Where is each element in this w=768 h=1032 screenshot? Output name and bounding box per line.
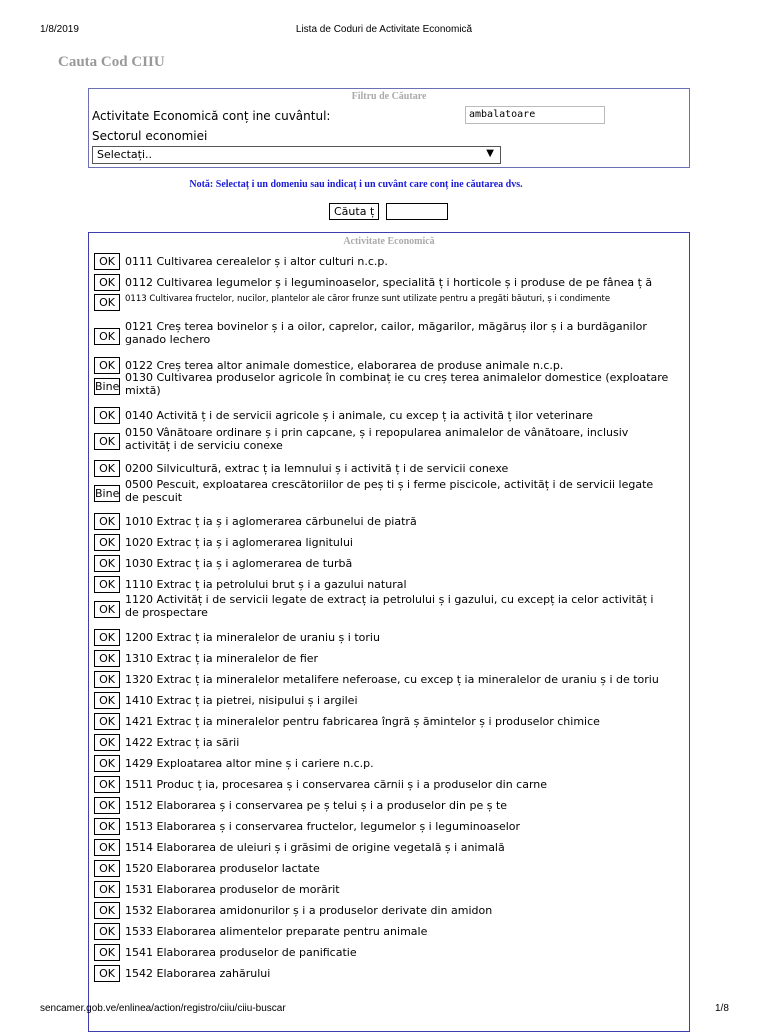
- activity-description: 0200 Silvicultură, extrac ț ia lemnului ș i activită ț i de servicii conexe: [125, 462, 509, 475]
- search-extra-field[interactable]: [386, 203, 448, 220]
- list-item: [92, 650, 688, 670]
- sector-select[interactable]: [92, 146, 501, 164]
- select-activity-button[interactable]: Bine: [95, 487, 120, 500]
- select-activity-button[interactable]: Bine: [95, 380, 120, 393]
- list-item: [92, 923, 688, 943]
- select-activity-button[interactable]: OK: [94, 513, 120, 530]
- list-item: [92, 274, 688, 294]
- select-activity-button[interactable]: OK: [94, 671, 120, 688]
- select-activity-button[interactable]: OK: [94, 944, 120, 961]
- select-activity-button[interactable]: OK: [94, 797, 120, 814]
- list-item: [92, 555, 688, 575]
- list-item: [92, 839, 688, 859]
- activity-description: 1110 Extrac ț ia petrolului brut ș i a gazului natural: [125, 578, 407, 591]
- list-item: [92, 534, 688, 554]
- select-activity-button[interactable]: OK: [94, 274, 120, 291]
- list-item: [92, 944, 688, 964]
- activity-description: 1120 Activităț i de servicii legate de extracț ia petrolului ș i gazului, cu excepț ia celor activităț i de prospectare: [125, 593, 654, 619]
- print-title: Lista de Coduri de Activitate Economică: [295, 24, 473, 35]
- list-item: [92, 797, 688, 817]
- list-item: [92, 776, 688, 796]
- select-activity-button[interactable]: OK: [94, 818, 120, 835]
- list-item: [92, 320, 688, 348]
- activity-description: 0130 Cultivarea produselor agricole în combinaț ie cu creș terea animalelor domestice (exploatare mixtă): [125, 371, 669, 397]
- activity-description: 0122 Creș terea altor animale domestice, elaborarea de produse animale n.c.p.: [125, 359, 564, 372]
- select-activity-button[interactable]: OK: [94, 601, 120, 618]
- activity-description: 1542 Elaborarea zahărului: [125, 967, 271, 980]
- results-panel-title: Activitate Economică: [343, 236, 435, 247]
- list-item: [92, 593, 688, 621]
- select-activity-button[interactable]: OK: [94, 328, 120, 345]
- activity-description: 1020 Extrac ț ia ș i aglomerarea lignitului: [125, 536, 353, 549]
- activity-description: 1310 Extrac ț ia mineralelor de fier: [125, 652, 319, 665]
- select-activity-button[interactable]: OK: [94, 253, 120, 270]
- activity-description: 0150 Vânătoare ordinare ș i prin capcane, ș i repopularea animalelor de vânătoare, inclusiv activităț i de serviciu conexe: [125, 426, 629, 452]
- select-activity-button[interactable]: OK: [94, 407, 120, 424]
- list-item: [92, 460, 688, 480]
- print-page-number: 1/8: [715, 1003, 729, 1014]
- list-item: [92, 881, 688, 901]
- list-item: [92, 478, 688, 505]
- select-activity-button[interactable]: OK: [94, 433, 120, 450]
- activity-description: 1531 Elaborarea produselor de morărit: [125, 883, 340, 896]
- activity-description: 1532 Elaborarea amidonurilor ș i a produselor derivate din amidon: [125, 904, 493, 917]
- activity-description: 1010 Extrac ț ia ș i aglomerarea cărbunelui de piatră: [125, 515, 417, 528]
- list-item: [92, 734, 688, 754]
- list-item: [92, 426, 688, 453]
- select-activity-button[interactable]: OK: [94, 294, 120, 311]
- select-activity-button[interactable]: OK: [94, 839, 120, 856]
- list-item: [92, 860, 688, 880]
- print-url: sencamer.gob.ve/enlinea/action/registro/ciiu/ciiu-buscar: [40, 1003, 286, 1014]
- select-activity-button[interactable]: OK: [94, 902, 120, 919]
- select-activity-button[interactable]: OK: [94, 965, 120, 982]
- activity-description: 1429 Exploatarea altor mine ș i cariere n.c.p.: [125, 757, 374, 770]
- list-item: [92, 294, 688, 314]
- select-activity-button[interactable]: OK: [94, 692, 120, 709]
- select-activity-button[interactable]: OK: [94, 576, 120, 593]
- activity-description: 1514 Elaborarea de uleiuri ș i grăsimi de origine vegetală ș i animală: [125, 841, 505, 854]
- dropdown-arrow-icon: ▼: [486, 148, 494, 159]
- sector-selected-value: Selectați..: [97, 148, 153, 161]
- select-activity-button[interactable]: OK: [94, 776, 120, 793]
- activity-description: 1030 Extrac ț ia ș i aglomerarea de turbă: [125, 557, 353, 570]
- activity-description: 0140 Activită ț i de servicii agricole ș i animale, cu excep ț ia activită ț ilor veterinare: [125, 409, 593, 422]
- activity-description: 1533 Elaborarea alimentelor preparate pentru animale: [125, 925, 428, 938]
- activity-description: 0111 Cultivarea cerealelor ș i altor culturi n.c.p.: [125, 255, 388, 268]
- list-item: [92, 371, 688, 398]
- results-panel: [88, 232, 690, 1032]
- select-activity-button[interactable]: OK: [94, 650, 120, 667]
- select-activity-button[interactable]: OK: [94, 629, 120, 646]
- activity-description: 1200 Extrac ț ia mineralelor de uraniu ș i toriu: [125, 631, 380, 644]
- activity-description: 1511 Produc ț ia, procesarea ș i conservarea cărnii ș i a produselor din carne: [125, 778, 548, 791]
- list-item: [92, 818, 688, 838]
- select-activity-button[interactable]: OK: [94, 357, 120, 374]
- activity-description: 1513 Elaborarea ș i conservarea fructelor, legumelor ș i leguminoaselor: [125, 820, 521, 833]
- activity-word-label: Activitate Economică conț ine cuvântul:: [92, 109, 331, 123]
- list-item: [92, 713, 688, 733]
- activity-description: 0113 Cultivarea fructelor, nucilor, plantelor ale căror frunze sunt utilizate pentru a pregăti băuturi, ș i condimente: [125, 294, 611, 304]
- activity-description: 1320 Extrac ț ia mineralelor metalifere neferoase, cu excep ț ia mineralelor de uraniu ș i de toriu: [125, 673, 659, 686]
- activity-word-input[interactable]: ambalatoare: [465, 106, 605, 124]
- activity-description: 1422 Extrac ț ia sării: [125, 736, 240, 749]
- select-activity-button[interactable]: OK: [94, 881, 120, 898]
- select-activity-button[interactable]: OK: [94, 923, 120, 940]
- search-note: Notă: Selectaț i un domeniu sau indicaț i un cuvânt care conț ine căutarea dvs.: [189, 179, 523, 190]
- list-item: [92, 965, 688, 985]
- select-activity-button[interactable]: OK: [94, 755, 120, 772]
- list-item: [92, 253, 688, 273]
- activity-description: 1410 Extrac ț ia pietrei, nisipului ș i argilei: [125, 694, 358, 707]
- list-item: [92, 629, 688, 649]
- activity-description: 1421 Extrac ț ia mineralelor pentru fabricarea îngră ș ămintelor ș i produselor chimice: [125, 715, 600, 728]
- page-title: Cauta Cod CIIU: [58, 54, 165, 70]
- search-filter-panel: [88, 88, 690, 168]
- list-item: [92, 671, 688, 691]
- activity-description: 0112 Cultivarea legumelor ș i leguminoaselor, specialită ț i horticole ș i produse de pe fânea ț ă: [125, 276, 653, 289]
- sector-label: Sectorul economiei: [92, 129, 208, 143]
- activity-description: 0500 Pescuit, exploatarea crescătoriilor de peș ti ș i ferme piscicole, activităț i de servicii legate de pescuit: [125, 478, 654, 504]
- select-activity-button[interactable]: OK: [94, 460, 120, 477]
- list-item: [92, 902, 688, 922]
- select-activity-button[interactable]: OK: [94, 713, 120, 730]
- list-item: [92, 692, 688, 712]
- activity-description: 1520 Elaborarea produselor lactate: [125, 862, 320, 875]
- list-item: [92, 513, 688, 533]
- list-item: [92, 755, 688, 775]
- list-item: [92, 407, 688, 427]
- search-button[interactable]: Căuta ț: [329, 203, 379, 220]
- activity-description: 0121 Creș terea bovinelor ș i a oilor, caprelor, cailor, măgarilor, măgăruș ilor ș i a burdăganilor ganado lechero: [125, 320, 647, 346]
- select-activity-button[interactable]: OK: [94, 734, 120, 751]
- select-activity-button[interactable]: OK: [94, 860, 120, 877]
- activity-description: 1512 Elaborarea ș i conservarea pe ș telui ș i a produselor din pe ș te: [125, 799, 508, 812]
- select-activity-button[interactable]: OK: [94, 534, 120, 551]
- print-date: 1/8/2019: [40, 24, 79, 35]
- select-activity-button[interactable]: OK: [94, 555, 120, 572]
- filter-panel-title: Filtru de Căutare: [351, 91, 427, 102]
- activity-description: 1541 Elaborarea produselor de panificatie: [125, 946, 357, 959]
